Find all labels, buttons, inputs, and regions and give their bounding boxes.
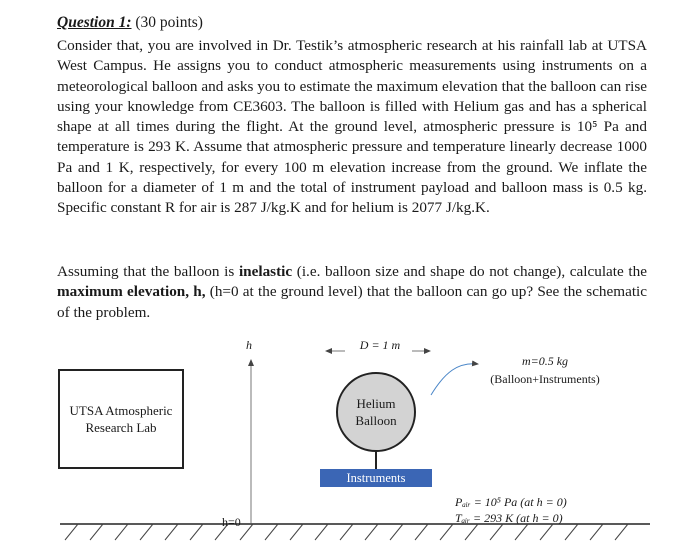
h-zero-label: h=0 [222, 515, 241, 529]
question-heading [57, 14, 203, 32]
question-points: (30 points) [131, 14, 203, 31]
mass-annotation [470, 352, 620, 388]
ground-hatching [65, 524, 628, 540]
task-text-1: Assuming that the balloon is [57, 263, 239, 280]
research-lab-box [58, 369, 184, 469]
balloon-label-line1: Helium [356, 396, 396, 411]
mass-value: m=0.5 kg [521, 354, 569, 368]
instruments-box: Instruments [320, 469, 432, 487]
problem-statement: Consider that, you are involved in Dr. Testik’s atmospheric research at his rainfall lab at UTSA West Campus. He assigns you to conduct atmospheric measurements using instruments on a meteorological balloon and asks you to estimate the maximum elevation that the balloon can rise using your knowledge from CE3603. The balloon is filled with Helium gas and has a spherical shape at all times during the flight. At the ground level, atmospheric pressure is 10⁵ Pa and temperature is 293 K. Assume that atmospheric pressure and temperature linearly decrease 1000 Pa and 1 K, respectively, for every 100 m elevation increase from the ground. We inflate the balloon for a diameter of 1 m and the total of instrument payload and balloon mass is 0.5 kg. Specific constant R for air is 287 J/kg.K and for helium is 2077 J/kg.K. [57, 37, 647, 217]
mass-description: (Balloon+Instruments) [490, 372, 600, 386]
lab-label-line2: Research Lab [85, 420, 157, 435]
lab-label-line1: UTSA Atmospheric [69, 403, 173, 418]
ground-conditions [455, 494, 567, 526]
task-text-3: (h=0 at the ground level) that the balloon can go up? See the schematic of the problem. [57, 283, 648, 321]
balloon-label-line2: Balloon [355, 413, 397, 428]
task-bold-inelastic: inelastic [238, 263, 293, 280]
pressure-condition: Pₐᵢᵣ = 10⁵ Pa (at h = 0) [455, 495, 567, 509]
task-bold-max-elevation: maximum elevation, h, [57, 283, 206, 301]
temperature-condition: Tₐᵢᵣ = 293 K (at h = 0) [455, 511, 563, 525]
task-statement [57, 262, 647, 323]
balloon-label [336, 395, 416, 429]
diameter-label: D = 1 m [359, 338, 401, 352]
h-axis-label: h [246, 338, 252, 352]
question-label: Question 1: [57, 14, 132, 31]
task-text-2: (i.e. balloon size and shape do not change), calculate the [292, 263, 647, 280]
